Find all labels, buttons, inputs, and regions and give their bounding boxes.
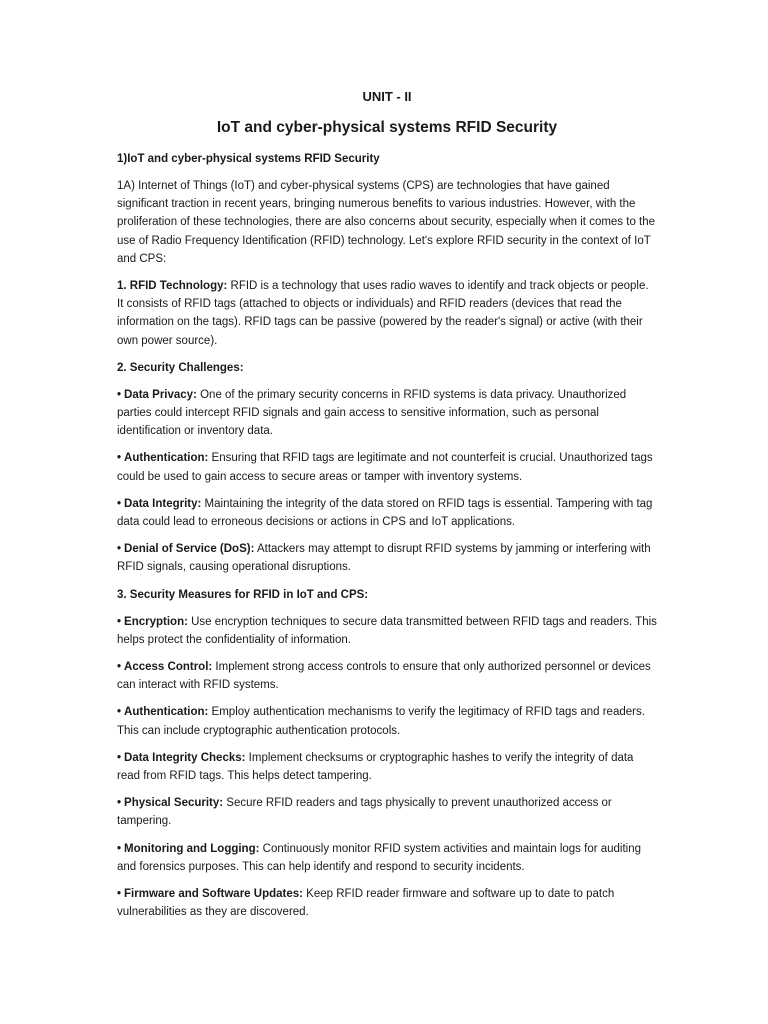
measure-label: • Access Control:	[117, 661, 212, 673]
challenge-text: One of the primary security concerns in RFID systems is data privacy. Unauthorized parties could intercept RFID signals and gain access to sensitive information, such as personal identification or inventory data.	[117, 388, 627, 438]
challenge-label: • Data Integrity:	[117, 498, 201, 510]
measure-item	[117, 613, 657, 649]
measure-label: • Authentication:	[117, 706, 208, 718]
challenge-label: • Denial of Service (DoS):	[117, 543, 254, 555]
measure-label: • Firmware and Software Updates:	[117, 888, 303, 900]
measure-item	[117, 885, 657, 921]
measure-text: Secure RFID readers and tags physically to prevent unauthorized access or tampering.	[117, 797, 612, 828]
challenge-item	[117, 540, 657, 576]
security-measures-heading: 3. Security Measures for RFID in IoT and CPS:	[117, 588, 369, 601]
document-page	[117, 88, 657, 931]
measure-text: Keep RFID reader firmware and software up to date to patch vulnerabilities as they are discovered.	[117, 888, 615, 919]
challenge-item	[117, 386, 657, 441]
measure-label: • Data Integrity Checks:	[117, 752, 245, 764]
rfid-technology-text: RFID is a technology that uses radio waves to identify and track objects or people. It consists of RFID tags (attached to objects or individuals) and RFID readers (devices that read the information on the tags). RFID tags can be passive (powered by the reader's signal) or active (with their own power source).	[117, 280, 649, 347]
measure-text: Use encryption techniques to secure data transmitted between RFID tags and readers. This helps protect the confidentiality of information.	[117, 615, 657, 646]
measure-item	[117, 749, 657, 785]
measure-item	[117, 840, 657, 876]
rfid-technology-label: 1. RFID Technology:	[117, 280, 228, 293]
challenge-item	[117, 495, 657, 531]
measure-text: Continuously monitor RFID system activities and maintain logs for auditing and forensics purposes. This can help identify and respond to security incidents.	[117, 842, 642, 873]
unit-label: UNIT - II	[362, 89, 412, 104]
measure-label: • Encryption:	[117, 616, 188, 628]
measure-item	[117, 794, 657, 830]
challenge-text: Attackers may attempt to disrupt RFID systems by jamming or interfering with RFID signals, causing operational disruptions.	[117, 543, 651, 574]
measure-label: • Physical Security:	[117, 797, 223, 809]
measure-label: • Monitoring and Logging:	[117, 843, 259, 855]
measure-item	[117, 658, 657, 694]
challenge-item	[117, 449, 657, 485]
rfid-technology-paragraph	[117, 277, 657, 350]
measure-text: Implement strong access controls to ensure that only authorized personnel or devices can interact with RFID systems.	[117, 661, 651, 692]
measure-item	[117, 703, 657, 739]
page-title: IoT and cyber-physical systems RFID Security	[216, 119, 558, 136]
intro-paragraph: 1A) Internet of Things (IoT) and cyber-physical systems (CPS) are technologies that have gained significant traction in recent years, bringing numerous benefits to various industries. However, with the proliferation of these technologies, there are also concerns about security, especially when it comes to the use of Radio Frequency Identification (RFID) technology. Let's explore RFID security in the context of IoT and CPS:	[117, 180, 656, 265]
measure-text: Employ authentication mechanisms to verify the legitimacy of RFID tags and readers. This can include cryptographic authentication protocols.	[117, 706, 645, 737]
challenge-label: • Authentication:	[117, 452, 208, 464]
security-challenges-heading: 2. Security Challenges:	[117, 361, 244, 374]
challenge-label: • Data Privacy:	[117, 389, 197, 401]
challenge-text: Ensuring that RFID tags are legitimate and not counterfeit is crucial. Unauthorized tags could be used to gain access to secure areas or tamper with inventory systems.	[117, 452, 653, 483]
measure-text: Implement checksums or cryptographic hashes to verify the integrity of data read from RFID tags. This helps detect tampering.	[117, 751, 634, 783]
challenge-text: Maintaining the integrity of the data stored on RFID tags is essential. Tampering with tag data could lead to erroneous decisions or actions in CPS and IoT applications.	[117, 497, 653, 529]
question-heading: 1)IoT and cyber-physical systems RFID Security	[117, 153, 380, 165]
